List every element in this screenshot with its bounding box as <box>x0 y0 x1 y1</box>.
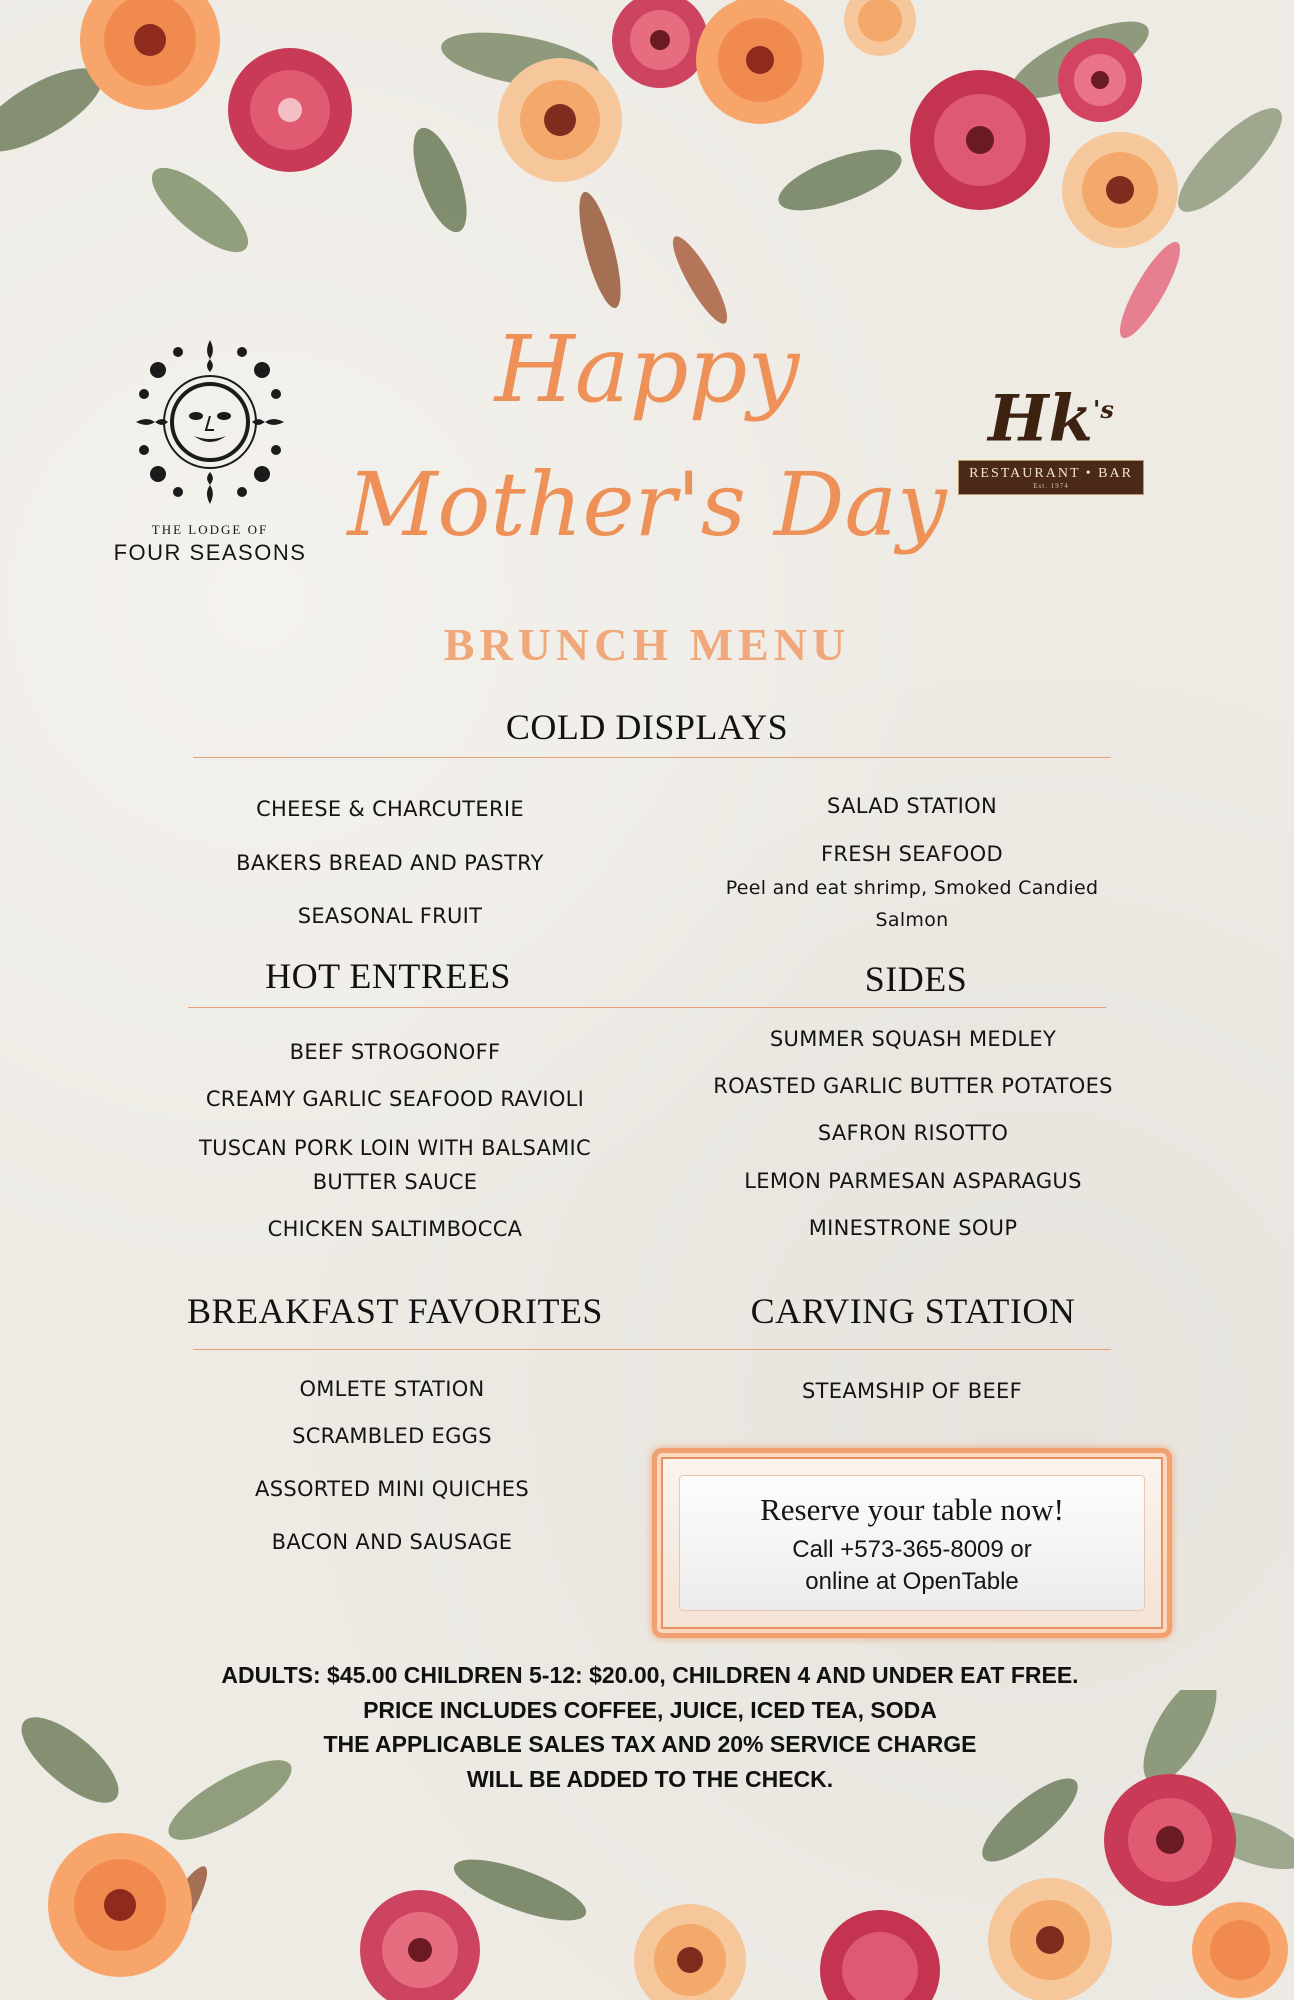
hks-logo-est: Est. 1974 <box>1033 482 1069 491</box>
menu-item: CHEESE & CHARCUTERIE <box>256 797 524 821</box>
menu-item: BEEF STROGONOFF <box>289 1040 501 1064</box>
flower <box>1104 1774 1236 1906</box>
menu-item: BACON AND SAUSAGE <box>271 1530 513 1554</box>
menu-item: CREAMY GARLIC SEAFOOD RAVIOLI <box>205 1087 585 1111</box>
page-title-line2: Mother's Day <box>347 453 947 556</box>
hot-entrees-heading: HOT ENTREES <box>265 956 511 996</box>
flower <box>1058 38 1142 122</box>
leaf <box>665 231 736 330</box>
pricing-line: ADULTS: $45.00 CHILDREN 5-12: $20.00, CHILDREN 4 AND UNDER EAT FREE. <box>221 1662 1079 1688</box>
menu-item: ASSORTED MINI QUICHES <box>255 1477 529 1501</box>
menu-item: SEASONAL FRUIT <box>297 904 483 928</box>
flower <box>612 0 708 88</box>
leaf <box>971 1766 1089 1874</box>
menu-item: SAFRON RISOTTO <box>817 1121 1009 1145</box>
leaf <box>140 155 260 266</box>
flower <box>820 1910 940 2000</box>
flower <box>48 1833 192 1977</box>
floral-border-bottom <box>0 1690 1294 2000</box>
hks-logo-band-text: RESTAURANT • BAR <box>969 466 1133 482</box>
tax-line-2: WILL BE ADDED TO THE CHECK. <box>466 1766 834 1792</box>
flower <box>844 0 916 56</box>
menu-item-note: Peel and eat shrimp, Smoked Candied <box>725 877 1099 899</box>
flower <box>1062 132 1178 248</box>
reserve-online: online at OpenTable <box>805 1568 1019 1595</box>
floral-border-top <box>0 0 1294 360</box>
sides-heading: SIDES <box>864 959 968 999</box>
menu-item: ROASTED GARLIC BUTTER POTATOES <box>713 1074 1113 1098</box>
menu-item-note: Salmon <box>875 909 949 931</box>
menu-item: MINESTRONE SOUP <box>808 1216 1018 1240</box>
sun-face-icon <box>130 330 290 510</box>
leaf <box>571 188 629 311</box>
menu-item: SUMMER SQUASH MEDLEY <box>769 1027 1057 1051</box>
page-title-line1: Happy <box>494 316 800 423</box>
lodge-logo <box>110 330 310 580</box>
leaf <box>402 121 477 238</box>
reserve-phone: Call +573-365-8009 or <box>792 1536 1032 1563</box>
flower <box>910 70 1050 210</box>
flower <box>228 48 352 172</box>
hks-logo-letters: Hk <box>988 381 1093 457</box>
menu-item: LEMON PARMESAN ASPARAGUS <box>744 1169 1082 1193</box>
menu-item: OMLETE STATION <box>299 1377 485 1401</box>
page-subtitle: BRUNCH MENU <box>443 619 851 670</box>
section-divider <box>193 1349 1111 1350</box>
menu-item: BUTTER SAUCE <box>312 1170 478 1194</box>
reserve-title: Reserve your table now! <box>760 1492 1064 1527</box>
lodge-logo-line2: FOUR SEASONS <box>113 540 307 565</box>
carving-station-heading: CARVING STATION <box>750 1291 1076 1331</box>
flower <box>80 0 220 110</box>
menu-item: TUSCAN PORK LOIN WITH BALSAMIC <box>198 1136 591 1160</box>
menu-item: FRESH SEAFOOD <box>821 842 1003 866</box>
reserve-callout <box>652 1448 1172 1638</box>
leaf <box>771 137 908 223</box>
includes-line: PRICE INCLUDES COFFEE, JUICE, ICED TEA, SODA <box>363 1697 937 1723</box>
flower <box>988 1878 1112 2000</box>
section-divider <box>188 1007 1106 1008</box>
tax-line: THE APPLICABLE SALES TAX AND 20% SERVICE CHARGE <box>323 1731 977 1757</box>
flower <box>696 0 824 124</box>
menu-item: SCRAMBLED EGGS <box>292 1424 492 1448</box>
cold-displays-heading: COLD DISPLAYS <box>505 707 789 747</box>
leaf <box>1165 95 1294 225</box>
leaf <box>9 1703 132 1817</box>
menu-item: SALAD STATION <box>827 794 997 818</box>
menu-item: CHICKEN SALTIMBOCCA <box>267 1217 523 1241</box>
leaf <box>158 1746 301 1854</box>
breakfast-favorites-heading: BREAKFAST FAVORITES <box>187 1291 603 1331</box>
section-divider <box>193 757 1111 758</box>
flower <box>498 58 622 182</box>
hks-logo-suffix: 's <box>1092 395 1114 424</box>
lodge-logo-line1: THE LODGE OF <box>151 522 269 537</box>
leaf <box>1110 235 1189 344</box>
flower <box>1192 1902 1288 1998</box>
menu-item: BAKERS BREAD AND PASTRY <box>236 851 544 875</box>
flower <box>360 1890 480 2000</box>
reserve-callout-inner <box>679 1475 1145 1611</box>
flower <box>634 1904 746 2000</box>
menu-item: STEAMSHIP OF BEEF <box>802 1379 1022 1403</box>
